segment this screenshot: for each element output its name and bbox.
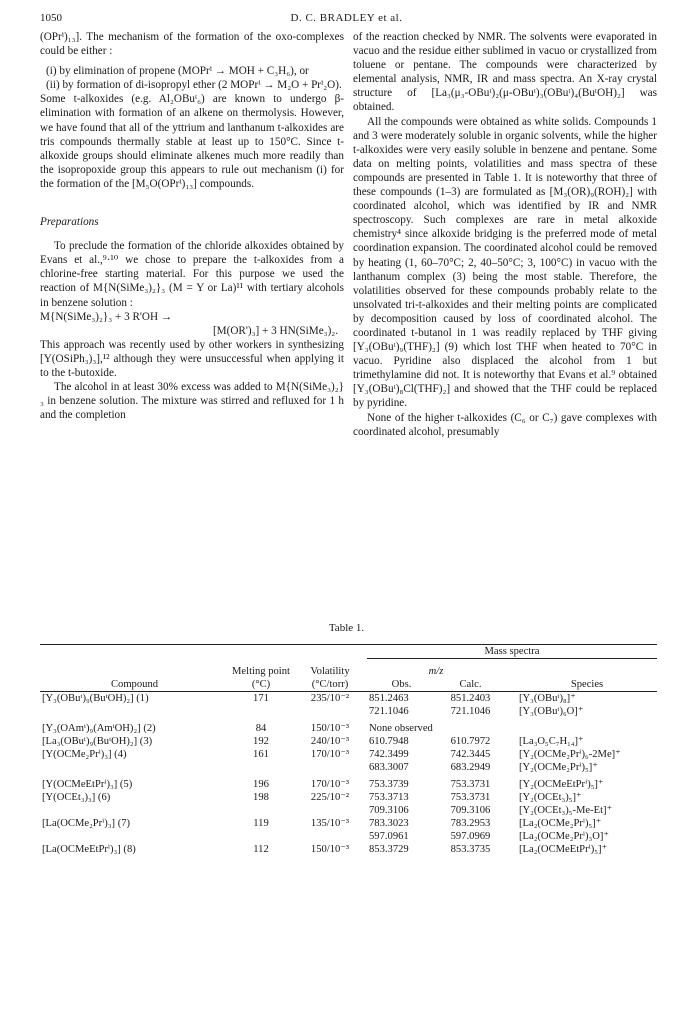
species-cell: [La₃O₅C₇H₁₄]⁺ xyxy=(519,736,584,747)
left-column xyxy=(40,30,344,422)
species-cell: [Y₂(OCMe₂Prⁱ)₆-2Me]⁺ xyxy=(519,749,621,760)
paragraph: None of the higher t-alkoxides (C₆ or C₇) gave complexes with coordinated alcohol, presumably xyxy=(353,411,657,438)
volatility-cell xyxy=(293,830,367,843)
table-row xyxy=(40,778,657,791)
compound-cell xyxy=(40,804,229,817)
species-cell: [Y₃(OBuᵗ)₆O]⁺ xyxy=(519,706,584,717)
mp-cell: 198 xyxy=(253,792,269,803)
volatility-cell: 170/10⁻³ xyxy=(310,749,350,760)
compound-cell xyxy=(40,761,229,774)
paragraph: This approach was recently used by other workers in synthesizing [Y(OSiPh₃)₃],¹² although they were unsuccessful when applying it to the t-butoxide. xyxy=(40,338,344,379)
calc-cell: 709.3106 xyxy=(450,805,491,816)
column-header: Calc. xyxy=(459,679,482,690)
species-cell: [Y₃(OBuᵗ)₈]⁺ xyxy=(519,693,576,704)
compound-cell: [Y₃(OAmᵗ)₉(AmᵗOH)₂] (2) xyxy=(42,723,156,734)
species-cell: [Y₂(OCMeEtPrⁱ)₅]⁺ xyxy=(519,779,604,790)
mechanism-list xyxy=(40,64,344,92)
volatility-cell: 135/10⁻³ xyxy=(310,818,350,829)
obs-cell: 853.3729 xyxy=(369,844,409,855)
table-row xyxy=(40,843,657,856)
obs-cell: 753.3713 xyxy=(369,792,409,803)
obs-cell: 783.3023 xyxy=(369,818,409,829)
calc-cell: 851.2403 xyxy=(450,693,491,704)
table-row xyxy=(40,830,657,843)
species-cell: [La₂(OCMeEtPrⁱ)₅]⁺ xyxy=(519,844,608,855)
calc-cell xyxy=(436,722,505,735)
volatility-cell: 225/10⁻² xyxy=(310,792,350,803)
paragraph: All the compounds were obtained as white solids. Compounds 1 and 3 were moderately soluble in organic solvents, while the higher t-alkoxides were very easily soluble in benzene and pentane. Some data on melting points, volatilities and mass spectra of these compounds are presented in Table 1. It is noteworthy that three of these compounds (1–3) are formulated as [M₃(OR)₉(ROH)₂] with coordinated alcohol, which was identified by IR and NMR spectroscopy. Such complexes are rare in metal alkoxide chemistry⁴ since alkoxide bridging is the preferred mode of metal coordination expansion. The coordinated alcohol could be removed by heating (1, 60–70°C; 2, 40–50°C; 3, 100°C) in vacuo with the lanthanum complex (3) being the most stable. Therefore, the volatilities observed for these compounds probably relate to the unsolvated tri-t-alkoxides and their melting points are complicated by decomposition caused by loss of coordinated alcohol. The coordinated t-butanol in 1 was readily replaced by THF giving [Y₃(OBuᵗ)₉(THF)₂] (9) which lost THF when heated to 70°C in vacuo. Pyridine also displaced the alcohol from 1 but trimethylamine did not. It is noteworthy that Evans et al.⁹ obtained [Y₃(OBuᵗ)₈Cl(THF)₂] and showed that the THF could be replaced by pyridine. xyxy=(353,115,657,410)
volatility-cell: 235/10⁻² xyxy=(310,693,350,704)
table-row xyxy=(40,722,657,735)
column-header: Obs. xyxy=(391,679,412,690)
mz-header: m/z xyxy=(428,666,444,677)
species-cell: [La₂(OCMe₂Prⁱ)₅]⁺ xyxy=(519,818,602,829)
mp-cell: 161 xyxy=(253,749,269,760)
paragraph: of the reaction checked by NMR. The solvents were evaporated in vacuo and the residue either sublimed in vacuo or crystallized from toluene or pentane. The compounds were characterized by elemental analysis, NMR, IR and mass spectra. An X-ray crystal structure of [La₃(μ₃-OBuᵗ)₂(μ-OBuᵗ)₃(OBuᵗ)₄(BuᵗOH)₂] was obtained. xyxy=(353,31,657,114)
calc-cell: 597.0969 xyxy=(450,831,491,842)
species-cell: [Y₂(OCMe₂Prⁱ)₅]⁺ xyxy=(519,762,598,773)
column-header: Species xyxy=(570,679,604,690)
calc-cell: 783.2953 xyxy=(450,818,491,829)
mp-cell: 196 xyxy=(253,779,269,790)
species-cell xyxy=(505,722,657,735)
column-header: Compound xyxy=(110,679,159,690)
calc-cell: 753.3731 xyxy=(450,792,491,803)
species-cell: [Y₂(OCEt₃)₅-Me-Et]⁺ xyxy=(519,805,613,816)
page-number: 1050 xyxy=(40,12,62,24)
mp-cell xyxy=(229,761,293,774)
compound-cell: [Y₃(OBuᵗ)₉(BuᵗOH)₂] (1) xyxy=(42,693,149,704)
compound-cell: [La(OCMeEtPrⁱ)₃] (8) xyxy=(42,844,136,855)
running-title: D. C. BRADLEY et al. xyxy=(290,12,403,24)
paragraph: Some t-alkoxides (e.g. Al₂OBuᵗ₆) are known to undergo β-elimination with formation of an alkene on thermolysis. However, we have found that all of the yttrium and lanthanum t-alkoxides are tris compounds thermally stable at least up to 150°C. Since t-alkoxide groups should eliminate alkenes much more readily than the isopropoxide group this appears to rule out mechanism (i) for the formation of the [M₅O(OPrⁱ)₁₃] compounds. xyxy=(40,93,344,190)
species-cell: [La₂(OCMe₂Prⁱ)₃O]⁺ xyxy=(519,831,609,842)
mp-cell xyxy=(229,705,293,718)
calc-cell: 853.3735 xyxy=(450,844,491,855)
obs-cell: 742.3499 xyxy=(369,749,409,760)
mass-spectra-header: Mass spectra xyxy=(484,646,540,657)
table-row xyxy=(40,791,657,804)
column-header: (°C/torr) xyxy=(311,679,349,690)
volatility-cell: 240/10⁻³ xyxy=(310,736,350,747)
calc-cell: 610.7972 xyxy=(450,736,491,747)
section-heading: Preparations xyxy=(40,216,99,229)
mp-cell: 192 xyxy=(253,736,269,747)
calc-cell: 721.1046 xyxy=(450,706,491,717)
volatility-cell xyxy=(293,761,367,774)
calc-cell: 753.3731 xyxy=(450,779,491,790)
right-column xyxy=(353,30,657,439)
compound-cell: [La(OCMe₂Prⁱ)₃] (7) xyxy=(42,818,131,829)
equation-line: M{N(SiMe₃)₂}₃ + 3 R'OH → xyxy=(40,310,173,323)
compound-cell: [Y(OCMe₂Prⁱ)₃] (4) xyxy=(42,749,127,760)
mp-cell: 171 xyxy=(253,693,269,704)
table-row xyxy=(40,692,657,705)
volatility-cell: 150/10⁻³ xyxy=(310,844,350,855)
table-caption: Table 1. xyxy=(328,622,365,634)
calc-cell: 683.2949 xyxy=(450,762,491,773)
volatility-cell: 170/10⁻³ xyxy=(310,779,350,790)
calc-cell: 742.3445 xyxy=(450,749,491,760)
obs-cell: 709.3106 xyxy=(369,805,409,816)
table-row xyxy=(40,804,657,817)
data-table xyxy=(40,644,657,856)
volatility-cell xyxy=(293,804,367,817)
mp-cell: 119 xyxy=(253,818,269,829)
table-row xyxy=(40,761,657,774)
compound-cell: [La₃(OBuᵗ)₉(BuᵗOH)₂] (3) xyxy=(42,736,153,747)
table-row xyxy=(40,735,657,748)
volatility-cell: 150/10⁻³ xyxy=(310,723,350,734)
compound-cell xyxy=(40,830,229,843)
list-item: (i) by elimination of propene (MOPrⁱ → MOH + C₃H₆), or xyxy=(46,65,309,78)
obs-cell: 597.0961 xyxy=(369,831,409,842)
mp-cell: 84 xyxy=(255,723,267,734)
paragraph: (OPrⁱ)₁₃]. The mechanism of the formation of the oxo-complexes could be either : xyxy=(40,31,344,58)
obs-cell: 851.2463 xyxy=(369,693,409,704)
column-header: (°C) xyxy=(251,679,271,690)
column-header: Volatility xyxy=(310,666,350,677)
obs-cell: 683.3007 xyxy=(369,762,409,773)
list-item: (ii) by formation of di-isopropyl ether (2 MOPrⁱ → M₂O + Prⁱ₂O). xyxy=(46,79,342,92)
compound-cell xyxy=(40,705,229,718)
obs-cell: 610.7948 xyxy=(369,736,409,747)
paragraph: The alcohol in at least 30% excess was added to M{N(SiMe₃)₂}₃ in benzene solution. The mixture was stirred and refluxed for 1 h and the completion xyxy=(40,381,344,422)
obs-cell: 753.3739 xyxy=(369,779,409,790)
equation-line: [M(OR')₃] + 3 HN(SiMe₃)₂. xyxy=(212,324,338,337)
paragraph: To preclude the formation of the chloride alkoxides obtained by Evans et al.,⁹·¹⁰ we chose to prepare the t-alkoxides from a chlorine-free starting material. For this purpose we used the reaction of M{N(SiMe₃)₂}₃ (M = Y or La)¹¹ with tertiary alcohols in benzene solution : xyxy=(40,240,344,309)
species-cell: [Y₂(OCEt₃)₅]⁺ xyxy=(519,792,582,803)
obs-cell: None observed xyxy=(369,723,433,734)
mp-cell xyxy=(229,804,293,817)
compound-cell: [Y(OCEt₃)₃] (6) xyxy=(42,792,111,803)
mp-cell: 112 xyxy=(253,844,269,855)
column-header: Melting point xyxy=(232,666,290,677)
table-row xyxy=(40,705,657,718)
compound-cell: [Y(OCMeEtPrⁱ)₃] (5) xyxy=(42,779,133,790)
table-row xyxy=(40,817,657,830)
obs-cell: 721.1046 xyxy=(369,706,409,717)
mp-cell xyxy=(229,830,293,843)
volatility-cell xyxy=(293,705,367,718)
table-row xyxy=(40,748,657,761)
